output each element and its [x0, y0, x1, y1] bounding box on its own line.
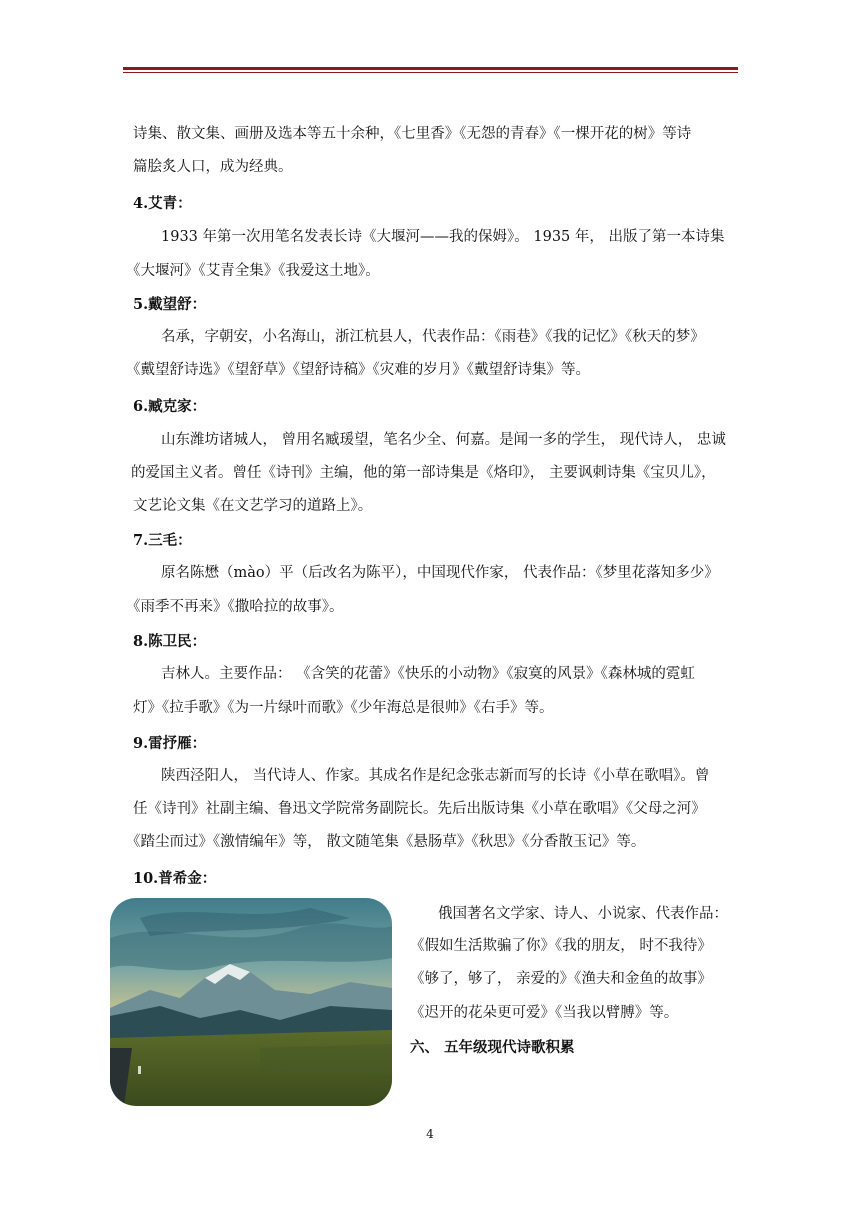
intro-line: 篇脍炙人口，成为经典。 — [133, 159, 293, 175]
entry-heading-zang-kejia: 6.臧克家： — [133, 398, 207, 415]
entry-line: 《踏尘而过》《激情编年》等， 散文随笔集《悬肠草》《秋思》《分香散玉记》等。 — [126, 834, 646, 850]
intro-line: 诗集、散文集、画册及选本等五十余种，《七里香》《无怨的青春》《一棵开花的树》等诗 — [133, 126, 692, 142]
entry-line: 1933 年第一次用笔名发表长诗《大堰河——我的保姆》。 1935 年， 出版了第一本诗集 — [161, 229, 725, 245]
entry-line: 《够了，够了， 亲爱的》《渔夫和金鱼的故事》 — [410, 971, 712, 987]
entry-line: 名承，字朝安，小名海山，浙江杭县人，代表作品：《雨巷》《我的记忆》《秋天的梦》 — [161, 329, 705, 345]
entry-line: 文艺论文集《在文艺学习的道路上》。 — [133, 498, 373, 514]
entry-line: 任《诗刊》社副主编、鲁迅文学院常务副院长。先后出版诗集《小草在歌唱》《父母之河》 — [133, 801, 706, 817]
entry-line: 陕西泾阳人， 当代诗人、作家。其成名作是纪念张志新而写的长诗《小草在歌唱》。曾 — [161, 768, 710, 784]
entry-heading-san-mao: 7.三毛： — [133, 532, 192, 549]
entry-line: 俄国著名文学家、诗人、小说家、代表作品： — [438, 906, 728, 922]
entry-heading-pushkin: 10.普希金： — [133, 870, 217, 887]
entry-line: 吉林人。主要作品： 《含笑的花蕾》《快乐的小动物》《寂寞的风景》《森林城的霓虹 — [161, 666, 695, 682]
entry-heading-chen-weimin: 8.陈卫民： — [133, 633, 207, 650]
entry-heading-dai-wangshu: 5.戴望舒： — [133, 296, 207, 313]
mountain-landscape-photo — [110, 898, 392, 1106]
entry-heading-lei-shuyan: 9.雷抒雁： — [133, 735, 207, 752]
entry-line: 山东潍坊诸城人， 曾用名臧瑗望，笔名少全、何嘉。是闻一多的学生， 现代诗人， 忠诚 — [161, 432, 726, 448]
header-rule-thin — [123, 72, 738, 73]
entry-heading-ai-qing: 4.艾青： — [133, 195, 192, 212]
entry-line: 《假如生活欺骗了你》《我的朋友， 时不我待》 — [410, 938, 712, 954]
header-rule — [123, 67, 738, 70]
entry-line: 《雨季不再来》《撒哈拉的故事》。 — [126, 599, 344, 615]
page-number: 4 — [426, 1127, 434, 1141]
entry-line: 原名陈懋（mào）平（后改名为陈平），中国现代作家， 代表作品：《梦里花落知多少》 — [161, 565, 719, 581]
entry-line: 《大堰河》《艾青全集》《我爱这土地》。 — [126, 263, 380, 279]
entry-line: 《迟开的花朵更可爱》《当我以臂膊》等。 — [410, 1005, 679, 1021]
entry-line: 的爱国主义者。曾任《诗刊》主编，他的第一部诗集是《烙印》， 主要讽刺诗集《宝贝儿》， — [131, 465, 716, 481]
entry-line: 灯》《拉手歌》《为一片绿叶而歌》《少年海总是很帅》《右手》等。 — [133, 700, 554, 716]
section-heading: 六、 五年级现代诗歌积累 — [410, 1039, 575, 1056]
entry-line: 《戴望舒诗选》《望舒草》《望舒诗稿》《灾难的岁月》《戴望舒诗集》等。 — [126, 362, 590, 378]
